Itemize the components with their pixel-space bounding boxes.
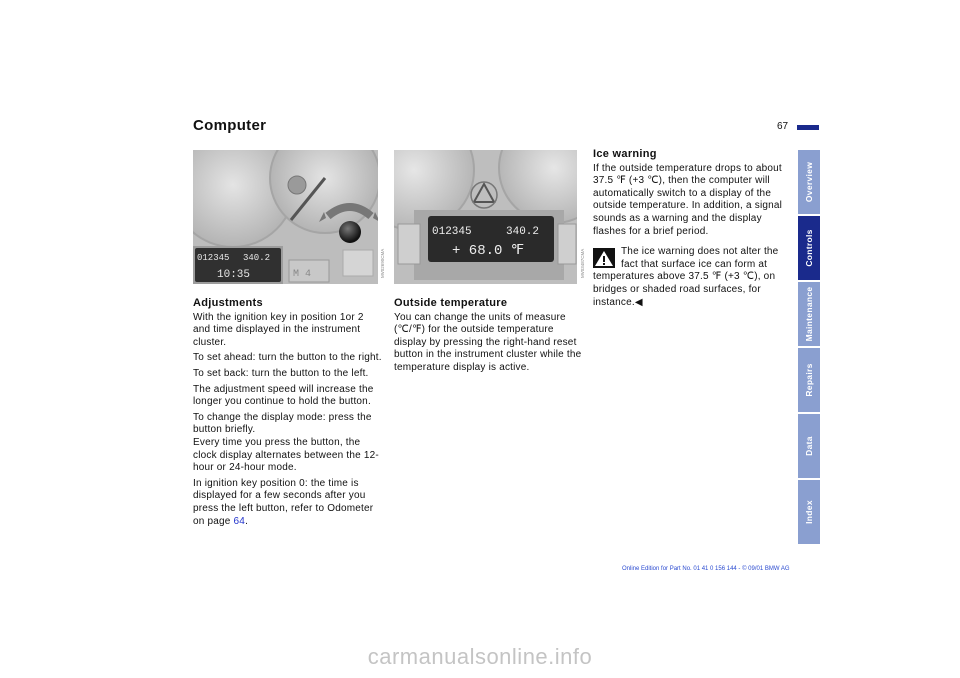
clock-readout: 10:35	[217, 269, 251, 281]
page-number: 67	[777, 121, 789, 132]
footer-note: Online Edition for Part No. 01 41 0 156 144 - © 09/01 BMW AG	[622, 566, 790, 572]
tab-label: Overview	[804, 161, 814, 203]
tab-overview[interactable]	[798, 150, 820, 214]
outside-temperature-heading: Outside temperature	[394, 297, 508, 309]
tab-label: Data	[804, 436, 814, 456]
image-code: MV02690CMA	[380, 248, 385, 278]
paragraph-line: To change the display mode: press the button briefly.	[193, 411, 372, 436]
tab-data[interactable]	[798, 414, 820, 478]
page-title: Computer	[193, 117, 267, 134]
gear-readout: M 4	[293, 269, 312, 280]
watermark: carmanualsonline.info	[367, 644, 593, 669]
instrument-cluster-clock-photo	[193, 150, 378, 284]
adjustments-heading: Adjustments	[193, 297, 263, 309]
paragraph: To set back: turn the button to the left.	[193, 367, 369, 379]
paragraph-end: .	[245, 515, 249, 527]
paragraph: If the outside temperature drops to about 37.5 ℉ (+3 ℃), then the computer will automatically switch to a display of the outside temperature. In addition, a signal sounds as a warning and the display flashes for a brief period.	[593, 162, 783, 237]
paragraph: The adjustment speed will increase the longer you continue to hold the button.	[193, 383, 374, 408]
ice-warning-section	[593, 148, 785, 312]
warning-paragraph	[593, 246, 785, 309]
page-accent-bar	[797, 125, 819, 130]
paragraph	[193, 478, 383, 528]
adjustments-section	[193, 297, 383, 531]
tab-controls[interactable]	[798, 216, 820, 280]
paragraph: You can change the units of measure (℃/℉) for the outside temperature display by pressing the right-hand reset button in the instrument cluster while the temperature display is active.	[394, 311, 582, 373]
paragraph-text: In ignition key position 0: the time is displayed for a few seconds after you press the left button, refer to Odometer on page	[193, 477, 374, 527]
trip-readout: 340.2	[243, 253, 271, 263]
instrument-cluster-temperature-photo	[394, 150, 577, 284]
ice-warning-heading: Ice warning	[593, 148, 657, 160]
tab-index[interactable]	[798, 480, 820, 544]
odometer-readout-2: 012345	[432, 226, 472, 238]
page-64-link[interactable]: 64	[233, 515, 246, 527]
temperature-readout: + 68.0 ℉	[452, 243, 525, 259]
paragraph: To set ahead: turn the button to the right.	[193, 352, 382, 364]
odometer-readout: 012345	[197, 253, 230, 263]
image-code: MV03487CMA	[580, 248, 585, 278]
tab-maintenance[interactable]	[798, 282, 820, 346]
paragraph: With the ignition key in position 1or 2 and time displayed in the instrument cluster.	[193, 311, 364, 348]
tab-repairs[interactable]	[798, 348, 820, 412]
tab-label: Repairs	[804, 363, 814, 397]
warning-triangle-icon	[593, 248, 615, 268]
tab-label: Index	[804, 500, 814, 524]
tab-label: Controls	[804, 229, 814, 267]
paragraph-line: Every time you press the button, the clock display alternates between the 12-hour or 24-hour mode.	[193, 436, 379, 474]
trip-readout-2: 340.2	[506, 226, 540, 238]
tab-label: Maintenance	[804, 286, 814, 342]
warning-text: The ice warning does not alter the fact that surface ice can form at temperatures above 37.5 ℉ (+3 ℃), on bridges or shaded road surfaces, for instance.◀	[593, 246, 779, 308]
paragraph	[193, 412, 383, 475]
outside-temperature-section	[394, 297, 586, 378]
